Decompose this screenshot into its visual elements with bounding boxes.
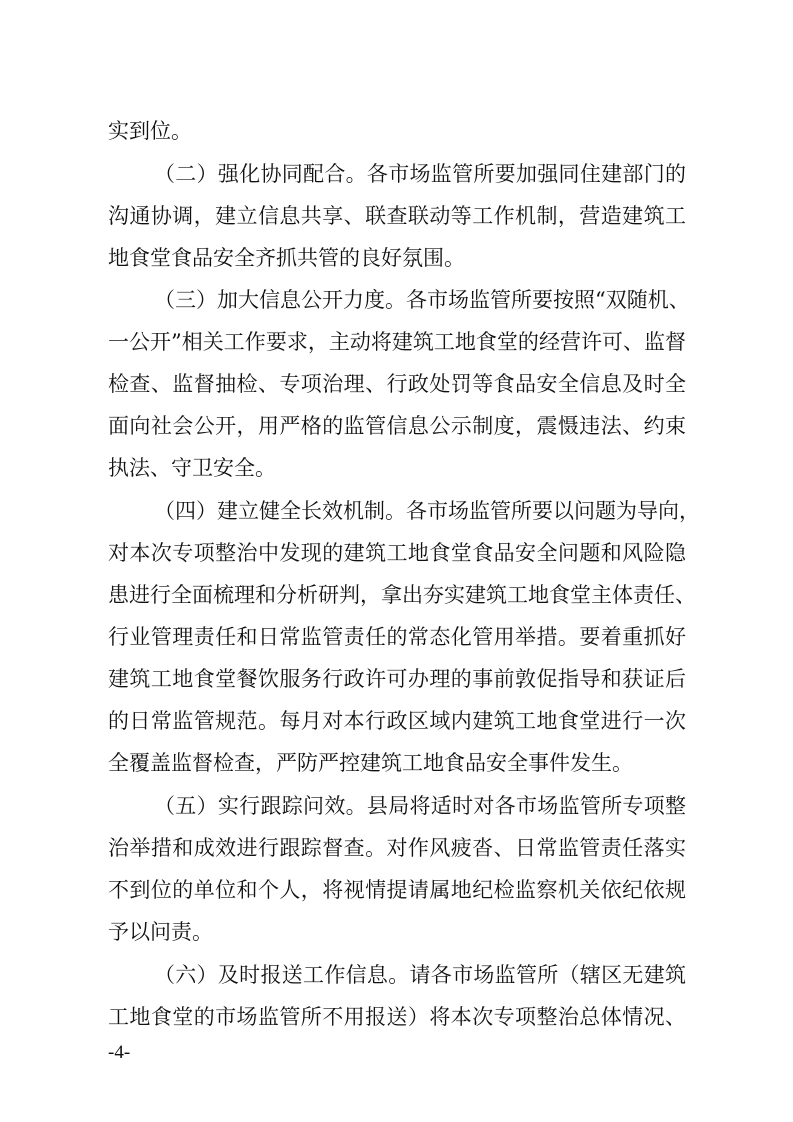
text-line: （五）实行跟踪问效。县局将适时对各市场监管所专项整 [154, 794, 686, 818]
page-number: -4- [108, 1042, 131, 1063]
text-line: 治举措和成效进行跟踪督查。对作风疲沓、日常监管责任落实 [108, 836, 686, 860]
text-line: （三）加大信息公开力度。各市场监管所要按照“双随机、 [154, 288, 690, 312]
text-line: 实到位。 [108, 119, 192, 143]
text-line: （四）建立健全长效机制。各市场监管所要以问题为导向， [154, 499, 700, 523]
text-line: 的日常监管规范。每月对本行政区域内建筑工地食堂进行一次 [108, 709, 686, 733]
text-line: 患进行全面梳理和分析研判，拿出夯实建筑工地食堂主体责任、 [108, 583, 696, 607]
text-line: 沟通协调，建立信息共享、联查联动等工作机制，营造建筑工 [108, 204, 686, 228]
text-line: 一公开”相关工作要求，主动将建筑工地食堂的经营许可、监督 [108, 330, 686, 354]
text-line: 不到位的单位和个人，将视情提请属地纪检监察机关依纪依规 [108, 878, 686, 902]
text-line: 行业管理责任和日常监管责任的常态化管用举措。要着重抓好 [108, 625, 686, 649]
text-line: （六）及时报送工作信息。请各市场监管所（辖区无建筑 [154, 963, 686, 987]
text-line: 建筑工地食堂餐饮服务行政许可办理的事前敦促指导和获证后 [108, 667, 686, 691]
text-line: 面向社会公开，用严格的监管信息公示制度，震慑违法、约束 [108, 414, 686, 438]
text-line: 予以问责。 [108, 920, 213, 944]
text-line: 对本次专项整治中发现的建筑工地食堂食品安全问题和风险隐 [108, 541, 686, 565]
text-line: 检查、监督抽检、专项治理、行政处罚等食品安全信息及时全 [108, 372, 686, 396]
text-line: 地食堂食品安全齐抓共管的良好氛围。 [108, 246, 465, 270]
text-line: 全覆盖监督检查，严防严控建筑工地食品安全事件发生。 [108, 751, 633, 775]
text-line: （二）强化协同配合。各市场监管所要加强同住建部门的 [154, 162, 686, 186]
text-line: 工地食堂的市场监管所不用报送）将本次专项整治总体情况、 [108, 1005, 686, 1029]
text-line: 执法、守卫安全。 [108, 456, 276, 480]
